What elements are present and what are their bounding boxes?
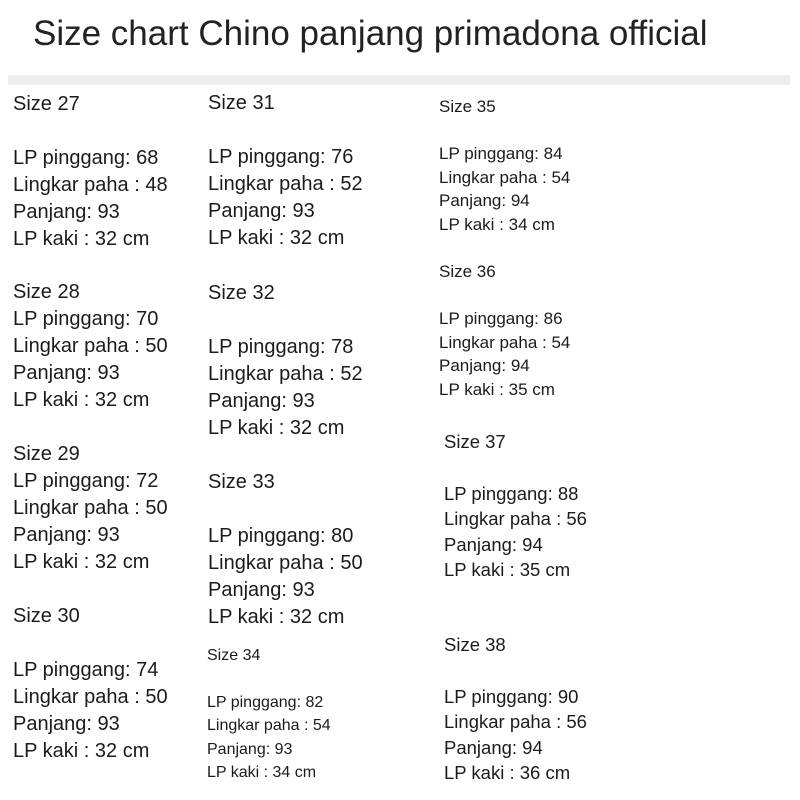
lp-kaki: LP kaki : 32 cm (13, 389, 150, 411)
panjang: Panjang: 93 (208, 390, 315, 412)
lp-kaki: LP kaki : 34 cm (439, 214, 555, 234)
panjang: Panjang: 93 (207, 740, 293, 758)
spacer (439, 119, 570, 143)
lp-pinggang: LP pinggang: 86 (439, 309, 563, 328)
lp-pinggang: LP pinggang: 68 (13, 147, 159, 169)
lingkar-paha: Lingkar paha : 50 (13, 497, 168, 519)
spacer (208, 496, 363, 523)
size-label: Size 31 (208, 92, 275, 114)
lp-kaki: LP kaki : 32 cm (208, 606, 345, 628)
lp-kaki: LP kaki : 32 cm (13, 740, 150, 762)
lp-pinggang: LP pinggang: 80 (208, 525, 354, 547)
lp-pinggang: LP pinggang: 72 (13, 470, 159, 492)
lp-pinggang: LP pinggang: 70 (13, 308, 159, 330)
panjang: Panjang: 93 (208, 200, 315, 222)
spacer (207, 668, 331, 691)
panjang: Panjang: 93 (208, 579, 315, 601)
size-label: Size 32 (208, 282, 275, 304)
size-block-37 (444, 429, 587, 583)
panjang: Panjang: 94 (439, 356, 530, 375)
lingkar-paha: Lingkar paha : 48 (13, 174, 168, 196)
lp-pinggang: LP pinggang: 76 (208, 146, 354, 168)
size-label: Size 37 (444, 431, 506, 452)
lp-kaki: LP kaki : 32 cm (208, 227, 345, 249)
size-block-34 (207, 644, 331, 785)
size-block-31 (208, 90, 363, 252)
size-block-38 (444, 632, 587, 786)
spacer (444, 658, 587, 684)
lp-kaki: LP kaki : 35 cm (439, 379, 555, 399)
lp-pinggang: LP pinggang: 88 (444, 482, 579, 504)
lingkar-paha: Lingkar paha : 52 (208, 363, 363, 385)
size-label: Size 30 (13, 605, 80, 627)
page-title: Size chart Chino panjang primadona official (33, 14, 708, 53)
spacer (439, 284, 570, 308)
lingkar-paha: Lingkar paha : 54 (207, 717, 331, 734)
lingkar-paha: Lingkar paha : 54 (439, 332, 571, 352)
lp-kaki: LP kaki : 32 cm (13, 551, 150, 573)
header-divider (8, 75, 790, 85)
size-label: Size 28 (13, 281, 80, 303)
lingkar-paha: Lingkar paha : 52 (208, 173, 363, 195)
lp-kaki: LP kaki : 32 cm (13, 228, 150, 250)
lp-kaki: LP kaki : 36 cm (444, 762, 571, 783)
size-label: Size 33 (208, 471, 275, 493)
size-label: Size 35 (439, 97, 496, 116)
size-block-36 (439, 260, 570, 401)
spacer (444, 455, 587, 481)
size-block-27 (13, 91, 168, 253)
panjang: Panjang: 93 (13, 362, 120, 384)
panjang: Panjang: 94 (439, 191, 530, 210)
panjang: Panjang: 94 (444, 533, 543, 555)
panjang: Panjang: 93 (13, 201, 120, 223)
size-block-33 (208, 469, 363, 631)
size-label: Size 34 (207, 647, 261, 664)
size-label: Size 27 (13, 93, 80, 115)
lp-pinggang: LP pinggang: 90 (444, 685, 579, 707)
lp-pinggang: LP pinggang: 74 (13, 659, 159, 681)
spacer (13, 630, 168, 657)
lp-kaki: LP kaki : 32 cm (208, 417, 345, 439)
lingkar-paha: Lingkar paha : 54 (439, 167, 571, 187)
size-block-30 (13, 603, 168, 765)
panjang: Panjang: 93 (13, 524, 120, 546)
lp-pinggang: LP pinggang: 82 (207, 693, 324, 711)
panjang: Panjang: 93 (13, 713, 120, 735)
spacer (13, 118, 168, 145)
size-block-32 (208, 280, 363, 442)
lp-kaki: LP kaki : 35 cm (444, 559, 571, 580)
spacer (208, 307, 363, 334)
size-label: Size 29 (13, 443, 80, 465)
lingkar-paha: Lingkar paha : 50 (13, 686, 168, 708)
size-label: Size 36 (439, 262, 496, 281)
panjang: Panjang: 94 (444, 736, 543, 758)
lingkar-paha: Lingkar paha : 50 (13, 335, 168, 357)
size-block-35 (439, 95, 570, 236)
size-block-28 (13, 279, 168, 414)
lp-pinggang: LP pinggang: 78 (208, 336, 354, 358)
lp-pinggang: LP pinggang: 84 (439, 144, 563, 163)
lingkar-paha: Lingkar paha : 50 (208, 552, 363, 574)
size-block-29 (13, 441, 168, 576)
size-label: Size 38 (444, 634, 506, 655)
spacer (208, 117, 363, 144)
lp-kaki: LP kaki : 34 cm (207, 764, 317, 781)
lingkar-paha: Lingkar paha : 56 (444, 508, 587, 529)
lingkar-paha: Lingkar paha : 56 (444, 711, 587, 732)
